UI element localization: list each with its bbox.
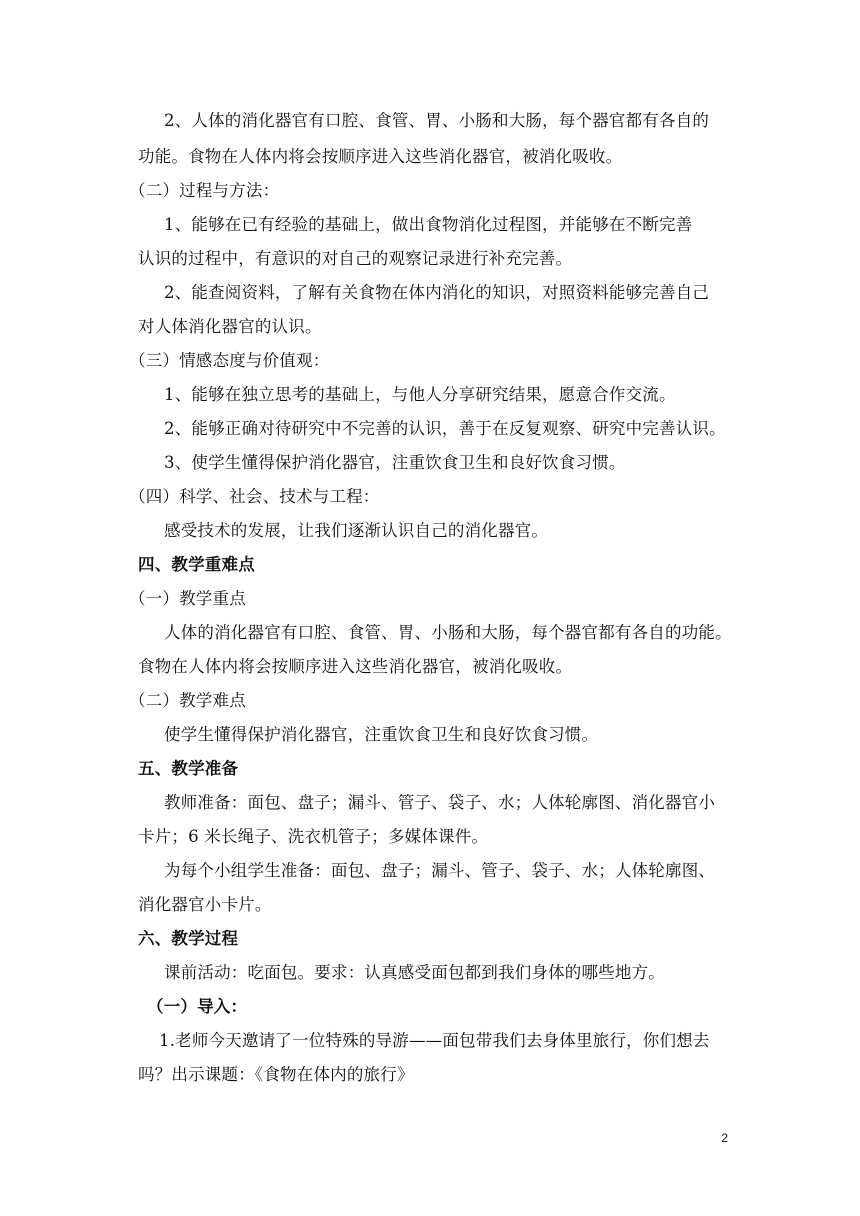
text-line: 1、能够在已有经验的基础上，做出食物消化过程图，并能够在不断完善 (164, 215, 693, 234)
text-line: 使学生懂得保护消化器官，注重饮食卫生和良好饮食习惯。 (164, 725, 599, 744)
text-line: 认识的过程中，有意识的对自己的观察记录进行补充完善。 (138, 249, 573, 268)
text-line: 3、使学生懂得保护消化器官，注重饮食卫生和良好饮食习惯。 (164, 453, 626, 472)
main-heading: 六、教学过程 (138, 929, 239, 948)
section-heading: （一）导入： (147, 997, 248, 1016)
text-line: 消化器官小卡片。 (138, 895, 272, 914)
text-line: 1.老师今天邀请了一位特殊的导游——面包带我们去身体里旅行，你们想去 (159, 1031, 710, 1050)
text-line: 感受技术的发展，让我们逐渐认识自己的消化器官。 (164, 521, 549, 540)
text-line: 2、能够正确对待研究中不完善的认识，善于在反复观察、研究中完善认识。 (164, 419, 726, 438)
text-line: 为每个小组学生准备：面包、盘子；漏斗、管子、袋子、水；人体轮廓图、 (164, 861, 716, 880)
section-heading: （二）过程与方法： (129, 181, 280, 200)
text-line: 吗？出示课题：《食物在体内的旅行》 (138, 1065, 414, 1084)
section-heading: （三）情感态度与价值观： (129, 351, 330, 370)
main-heading: 五、教学准备 (138, 759, 239, 778)
main-heading: 四、教学重难点 (138, 555, 255, 574)
text-line: 卡片；6 米长绳子、洗衣机管子；多媒体课件。 (138, 827, 489, 846)
text-line: 食物在人体内将会按顺序进入这些消化器官，被消化吸收。 (138, 657, 573, 676)
section-heading: （四）科学、社会、技术与工程： (129, 487, 380, 506)
text-line: 课前活动：吃面包。要求：认真感受面包都到我们身体的哪些地方。 (164, 963, 665, 982)
text-line: 教师准备：面包、盘子；漏斗、管子、袋子、水；人体轮廓图、消化器官小 (164, 793, 716, 812)
section-heading: （二）教学难点 (129, 691, 246, 710)
text-line: 2、能查阅资料，了解有关食物在体内消化的知识，对照资料能够完善自己 (164, 283, 710, 302)
text-line: 功能。食物在人体内将会按顺序进入这些消化器官，被消化吸收。 (138, 147, 623, 166)
text-line: 2、人体的消化器官有口腔、食管、胃、小肠和大肠，每个器官都有各自的 (164, 111, 710, 130)
section-heading: （一）教学重点 (129, 589, 246, 608)
page-number: 2 (721, 1131, 728, 1145)
text-line: 人体的消化器官有口腔、食管、胃、小肠和大肠，每个器官都有各自的功能。 (164, 623, 732, 642)
text-line: 对人体消化器官的认识。 (138, 317, 322, 336)
text-line: 1、能够在独立思考的基础上，与他人分享研究结果，愿意合作交流。 (164, 385, 676, 404)
